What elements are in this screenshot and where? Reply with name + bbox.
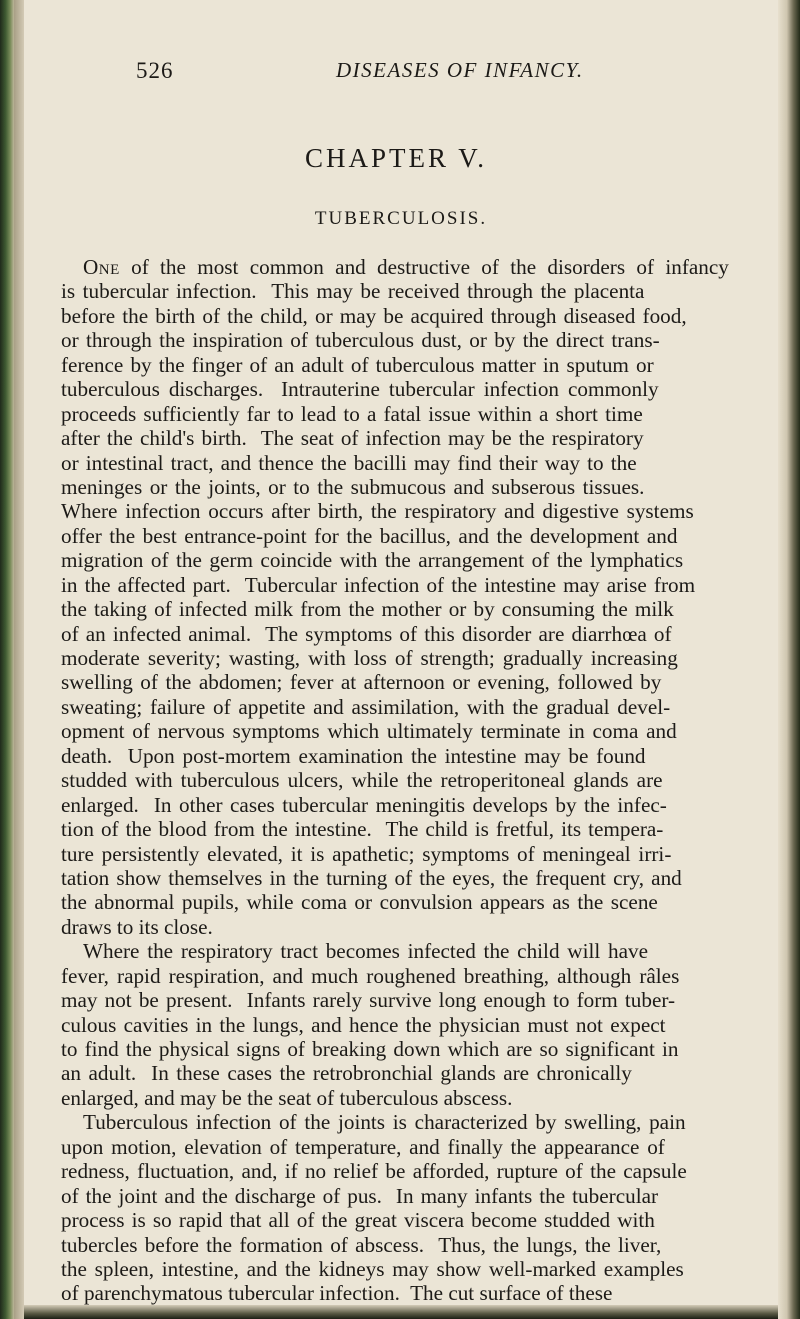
running-title: DISEASES OF INFANCY. bbox=[336, 58, 584, 82]
text-line-content: culous cavities in the lungs, and hence the physician must not expect bbox=[61, 1012, 666, 1037]
text-line-content: after the child's birth. The seat of infection may be the respiratory bbox=[61, 426, 644, 451]
text-line-content: death. Upon post-mortem examination the intestine may be found bbox=[61, 743, 646, 768]
text-line-content: Where the respiratory tract becomes infected the child will have bbox=[83, 939, 648, 964]
text-line-content: upon motion, elevation of temperature, and finally the appearance of bbox=[61, 1134, 665, 1159]
text-line bbox=[61, 1135, 729, 1159]
text-line-content: tion of the blood from the intestine. The child is fretful, its tempera- bbox=[61, 817, 664, 842]
text-line bbox=[61, 1159, 729, 1183]
text-line-content: of the most common and destructive of the disorders of infancy bbox=[119, 255, 729, 279]
text-line bbox=[61, 1208, 729, 1232]
text-line-content: enlarged. In other cases tubercular meningitis develops by the infec- bbox=[61, 792, 667, 817]
opening-word: One bbox=[83, 255, 120, 279]
text-line-content: of an infected animal. The symptoms of this disorder are diarrhœa of bbox=[61, 621, 672, 646]
text-line-content: offer the best entrance-point for the bacillus, and the development and bbox=[61, 523, 678, 548]
text-line-content: or through the inspiration of tuberculous dust, or by the direct trans- bbox=[61, 328, 660, 353]
text-line-content: draws to its close. bbox=[61, 914, 213, 939]
text-line bbox=[61, 402, 729, 426]
text-line bbox=[61, 1037, 729, 1061]
text-line bbox=[61, 353, 729, 377]
text-line-content: to find the physical signs of breaking down which are so significant in bbox=[61, 1037, 679, 1061]
text-line bbox=[61, 499, 729, 523]
running-head bbox=[24, 58, 778, 88]
text-line bbox=[61, 1233, 729, 1257]
text-line bbox=[61, 573, 729, 597]
book-spine bbox=[0, 0, 14, 1319]
text-line-content: an adult. In these cases the retrobronchial glands are chronically bbox=[61, 1061, 632, 1086]
text-line bbox=[61, 1061, 729, 1085]
text-line bbox=[61, 279, 729, 303]
text-line-content: the abnormal pupils, while coma or convulsion appears as the scene bbox=[61, 890, 658, 915]
text-line bbox=[61, 426, 729, 450]
text-line-content: Where infection occurs after birth, the respiratory and digestive systems bbox=[61, 499, 694, 524]
text-line bbox=[61, 866, 729, 890]
text-line bbox=[61, 1110, 729, 1134]
text-line bbox=[61, 451, 729, 475]
text-line-content: of parenchymatous tubercular infection. The cut surface of these bbox=[61, 1281, 613, 1306]
text-line bbox=[61, 842, 729, 866]
chapter-title: CHAPTER V. bbox=[304, 143, 488, 173]
text-line-content: enlarged, and may be the seat of tuberculous abscess. bbox=[61, 1085, 513, 1110]
text-line bbox=[61, 328, 729, 352]
text-line-content: the spleen, intestine, and the kidneys may show well-marked examples bbox=[61, 1256, 684, 1281]
text-line bbox=[61, 1257, 729, 1281]
text-line-content: tation show themselves in the turning of the eyes, the frequent cry, and bbox=[61, 865, 682, 890]
text-line-content: is tubercular infection. This may be received through the placenta bbox=[61, 279, 645, 304]
text-line bbox=[61, 744, 729, 768]
text-line bbox=[61, 524, 729, 548]
text-line bbox=[61, 304, 729, 328]
text-line bbox=[61, 597, 729, 621]
text-line-content: or intestinal tract, and thence the bacilli may find their way to the bbox=[61, 450, 637, 475]
text-line bbox=[61, 964, 729, 988]
text-line bbox=[61, 475, 729, 499]
text-line bbox=[61, 768, 729, 792]
page-stack-edge bbox=[778, 0, 800, 1319]
text-line-content: ture persistently elevated, it is apathetic; symptoms of meningeal irri- bbox=[61, 841, 672, 866]
text-line bbox=[61, 915, 729, 939]
text-line-content: proceeds sufficiently far to lead to a fatal issue within a short time bbox=[61, 401, 643, 426]
text-line-content: before the birth of the child, or may be acquired through diseased food, bbox=[61, 303, 687, 328]
body-text bbox=[61, 255, 729, 1306]
text-line bbox=[61, 670, 729, 694]
text-line bbox=[61, 817, 729, 841]
text-line bbox=[61, 646, 729, 670]
text-line-content: Tuberculous infection of the joints is characterized by swelling, pain bbox=[83, 1110, 686, 1135]
text-line bbox=[61, 988, 729, 1012]
text-line-content: studded with tuberculous ulcers, while the retroperitoneal glands are bbox=[61, 768, 663, 793]
page-bottom-edge bbox=[24, 1305, 778, 1319]
text-line bbox=[61, 1184, 729, 1208]
book-page bbox=[24, 0, 778, 1305]
binding-edge bbox=[14, 0, 24, 1319]
page-number: 526 bbox=[136, 58, 174, 83]
text-line-content: of the joint and the discharge of pus. In many infants the tubercular bbox=[61, 1183, 659, 1208]
section-title: TUBERCULOSIS. bbox=[314, 208, 488, 229]
text-line bbox=[61, 377, 729, 401]
text-line-content: the taking of infected milk from the mother or by consuming the milk bbox=[61, 597, 674, 622]
text-line-content: tubercles before the formation of abscess. Thus, the lungs, the liver, bbox=[61, 1232, 662, 1257]
text-line bbox=[61, 255, 729, 279]
text-line bbox=[61, 622, 729, 646]
text-line bbox=[61, 939, 729, 963]
text-line-content: opment of nervous symptoms which ultimately terminate in coma and bbox=[61, 719, 677, 744]
text-line bbox=[61, 1281, 729, 1305]
text-line-content: migration of the germ coincide with the arrangement of the lymphatics bbox=[61, 548, 684, 573]
text-line-content: fever, rapid respiration, and much roughened breathing, although râles bbox=[61, 963, 680, 988]
text-line-content: in the affected part. Tubercular infection of the intestine may arise from bbox=[61, 572, 696, 597]
text-line-content: tuberculous discharges. Intrauterine tubercular infection commonly bbox=[61, 377, 659, 402]
text-line bbox=[61, 548, 729, 572]
text-line-content: sweating; failure of appetite and assimilation, with the gradual devel- bbox=[61, 694, 671, 719]
text-line-content: swelling of the abdomen; fever at afternoon or evening, followed by bbox=[61, 670, 662, 695]
text-line bbox=[61, 890, 729, 914]
text-line-content: process is so rapid that all of the great viscera become studded with bbox=[61, 1208, 655, 1233]
text-line bbox=[61, 695, 729, 719]
text-line-content: may not be present. Infants rarely survive long enough to form tuber- bbox=[61, 988, 676, 1013]
text-line bbox=[61, 719, 729, 743]
text-line-content: moderate severity; wasting, with loss of strength; gradually increasing bbox=[61, 646, 678, 670]
text-line-content: ference by the finger of an adult of tuberculous matter in sputum or bbox=[61, 352, 654, 377]
text-line bbox=[61, 1013, 729, 1037]
text-line bbox=[61, 1086, 729, 1110]
text-line-content: redness, fluctuation, and, if no relief be afforded, rupture of the capsule bbox=[61, 1159, 687, 1184]
text-line-content: meninges or the joints, or to the submucous and subserous tissues. bbox=[61, 474, 645, 499]
text-line bbox=[61, 793, 729, 817]
